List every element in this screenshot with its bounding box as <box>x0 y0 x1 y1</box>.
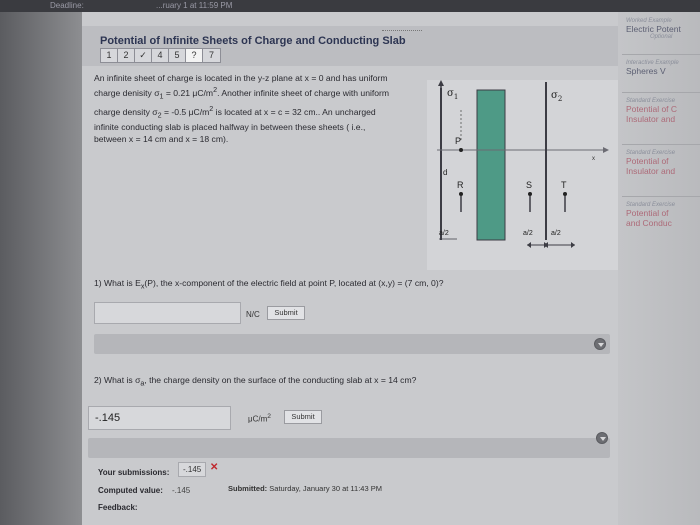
a2-label-mid: a/2 <box>523 230 533 237</box>
collapse-icon[interactable] <box>596 432 608 444</box>
expand-icon[interactable] <box>594 338 606 350</box>
submitted-info: Submitted: Saturday, January 30 at 11:43 PM <box>228 484 382 493</box>
step-tab-4[interactable]: 4 <box>152 49 169 62</box>
question-1-answer-input[interactable] <box>94 302 241 324</box>
a2-label-right: a/2 <box>551 230 561 237</box>
sidebar-item-electric-potential[interactable]: Worked Example Electric Potent Optional <box>626 18 681 40</box>
point-r-label: R <box>457 180 464 190</box>
question-1-submit-button[interactable]: Submit <box>267 306 305 320</box>
question-1-unit: N/C <box>246 310 260 319</box>
sidebar-divider <box>622 54 700 55</box>
top-status-bar <box>0 0 700 12</box>
point-t-marker <box>563 192 567 196</box>
point-p-label: P <box>455 136 462 146</box>
point-p-marker <box>459 148 463 152</box>
problem-figure <box>427 80 618 270</box>
deadline-label: Deadline: <box>50 1 84 10</box>
step-tab-1[interactable]: 1 <box>101 49 118 62</box>
question-1-feedback-bar <box>94 334 610 354</box>
point-r-marker <box>459 192 463 196</box>
computed-label: Computed value: <box>98 486 163 495</box>
question-1-text: 1) What is $E_x(P)$, the x-component of the electric field at point P, located at (x,y) = (7 cm, 0)? <box>94 278 444 291</box>
computed-value: -.145 <box>172 486 191 495</box>
sidebar-divider <box>622 196 700 197</box>
problem-title: Potential of Infinite Sheets of Charge and Conducting Slab <box>100 35 406 47</box>
question-2-text: 2) What is $\sigma_a$, the charge density on the surface of the conducting slab at x = 14 cm? <box>94 375 417 388</box>
sidebar-divider <box>622 92 700 93</box>
step-tab-2[interactable]: 2 <box>118 49 135 62</box>
x-axis-label: x <box>592 156 595 162</box>
sidebar-item-potential-2[interactable]: Standard Exercise Potential of Insulator and <box>626 150 676 176</box>
sigma2-label: $\sigma_2$ <box>551 90 563 103</box>
left-margin <box>0 12 82 525</box>
point-s-label: S <box>526 180 533 190</box>
step-tabs <box>100 48 221 63</box>
sidebar-item-spheres[interactable]: Interactive Example Spheres V <box>626 60 679 76</box>
question-2-feedback-bar <box>88 438 610 458</box>
sidebar-item-potential-1[interactable]: Standard Exercise Potential of C Insulator and <box>626 98 678 124</box>
d-label: d <box>443 168 448 177</box>
question-2-submit-button[interactable]: Submit <box>284 410 322 424</box>
step-tab-7[interactable]: 7 <box>208 50 214 60</box>
step-tab-3-check-icon[interactable]: ✓ <box>135 49 152 62</box>
a2-label-left: a/2 <box>439 230 449 237</box>
point-t-label: T <box>561 180 567 190</box>
step-tab-5[interactable]: 5 <box>169 49 186 62</box>
incorrect-x-icon: ✕ <box>210 462 219 473</box>
sidebar-divider <box>622 144 700 145</box>
sidebar-item-potential-3[interactable]: Standard Exercise Potential of and Conduc <box>626 202 676 228</box>
divider <box>382 30 422 32</box>
problem-panel <box>82 12 618 525</box>
feedback-label: Feedback: <box>98 503 138 512</box>
question-2-unit: $\mu C/m^2$ <box>248 413 271 424</box>
step-tab-6[interactable]: ? <box>186 49 203 62</box>
conducting-slab <box>477 90 505 240</box>
problem-description: An infinite sheet of charge is located in the y-z plane at x = 0 and has uniform charge denisity $\sigma_1 = 0.21$ $\mu C/m^2$. Another infinite sheet of charge with uniform charge density $\sigma_2 = -0.5$ $\mu C/m^2$ is located at x = c = 32 cm.. An uncharged infinite conducting slab is placed halfway in between these sheets ( i.e., between x = 14 cm and x = 18 cm). <box>94 73 390 145</box>
sigma1-label: $\sigma_1$ <box>447 88 459 101</box>
question-2-answer-input[interactable]: -.145 <box>88 406 231 430</box>
deadline-value: ...ruary 1 at 11:59 PM <box>156 1 233 10</box>
point-s-marker <box>528 192 532 196</box>
right-sidebar <box>618 12 700 525</box>
submissions-label: Your submissions: <box>98 468 170 477</box>
submission-value: -.145 <box>178 462 206 477</box>
